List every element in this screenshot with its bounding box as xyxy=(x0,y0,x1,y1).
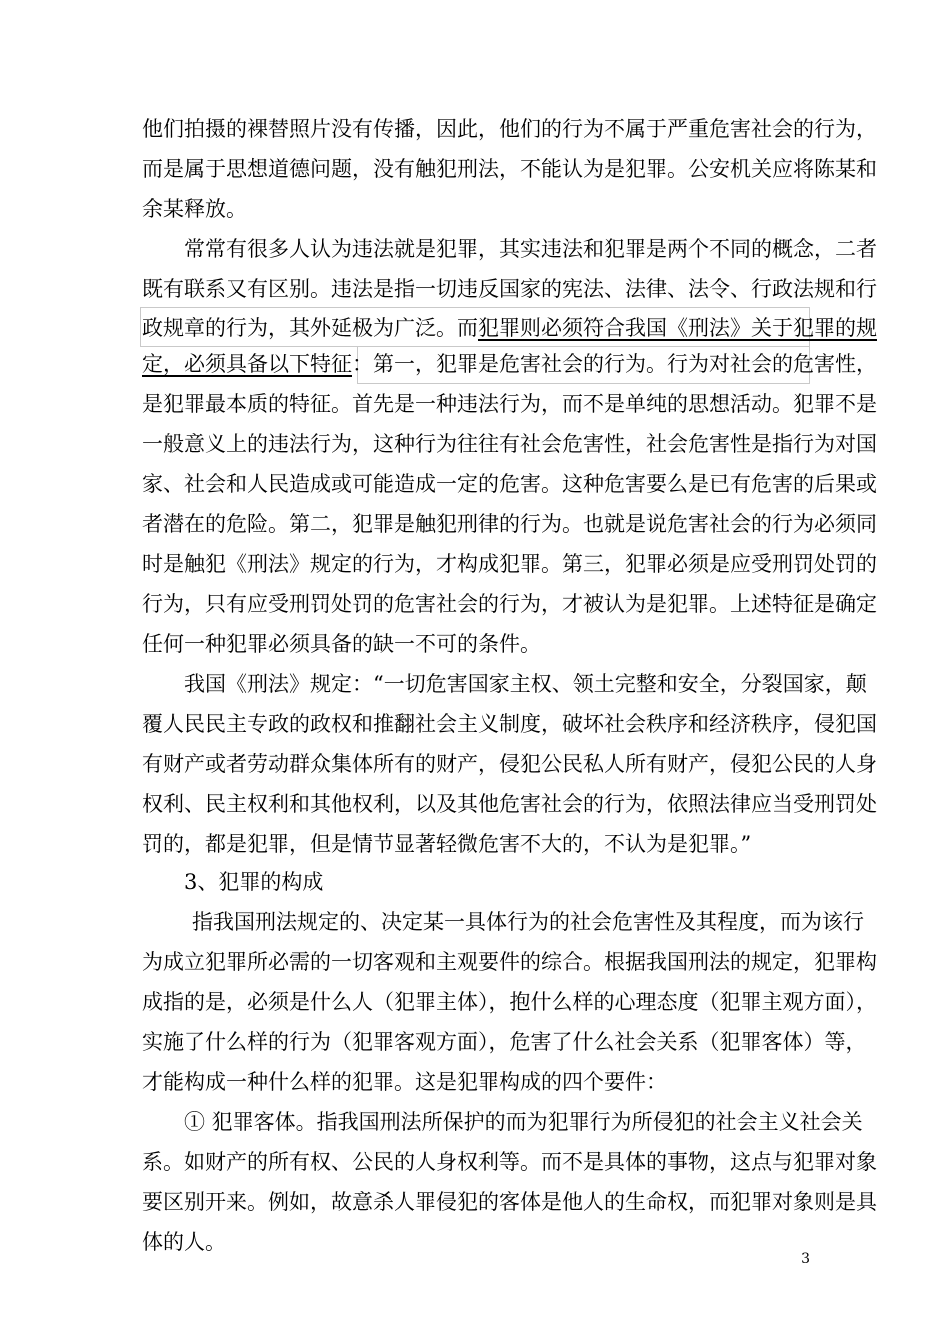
text-line: 体的人。 xyxy=(142,1230,226,1254)
text-line: 权利、民主权利和其他权利，以及其他危害社会的行为，依照法律应当受刑罚处 xyxy=(142,792,877,816)
text-line-with-underline xyxy=(142,310,877,346)
text-line: 覆人民民主专政的政权和推翻社会主义制度，破坏社会秩序和经济秩序，侵犯国 xyxy=(142,712,877,736)
underlined-text: 定，必须具备以下特征 xyxy=(142,352,352,376)
text-line: 时是触犯《刑法》规定的行为，才构成犯罪。第三，犯罪必须是应受刑罚处罚的 xyxy=(142,552,877,576)
paragraph-start-line: 我国《刑法》规定：“一切危害国家主权、领土完整和安全，分裂国家，颠 xyxy=(184,672,867,696)
text-line: 成指的是，必须是什么人（犯罪主体），抱什么样的心理态度（犯罪主观方面）， xyxy=(142,990,877,1014)
text-line: 者潜在的危险。第二，犯罪是触犯刑律的行为。也就是说危害社会的行为必须同 xyxy=(142,512,877,536)
text-line: 任何一种犯罪必须具备的缺一不可的条件。 xyxy=(142,632,541,656)
text-segment: ：第一，犯罪是危害社会的行为。行为对社会的危害性， xyxy=(352,352,877,376)
text-line: 他们拍摄的裸替照片没有传播，因此，他们的行为不属于严重危害社会的行为， xyxy=(142,117,877,141)
text-line: 罚的，都是犯罪，但是情节显著轻微危害不大的，不认为是犯罪。” xyxy=(142,832,752,856)
text-line: 家、社会和人民造成或可能造成一定的危害。这种危害要么是已有危害的后果或 xyxy=(142,472,877,496)
page-number: 3 xyxy=(801,1251,810,1267)
section-heading: 3、犯罪的构成 xyxy=(184,870,324,894)
paragraph-start-line: 指我国刑法规定的、决定某一具体行为的社会危害性及其程度，而为该行 xyxy=(192,910,864,934)
paragraph-start-line: 常常有很多人认为违法就是犯罪，其实违法和犯罪是两个不同的概念，二者 xyxy=(184,237,877,261)
text-line: 行为，只有应受刑罚处罚的危害社会的行为，才被认为是犯罪。上述特征是确定 xyxy=(142,592,877,616)
text-line: 余某释放。 xyxy=(142,197,247,221)
underlined-text: 犯罪则必须符合我国《刑法》关于犯罪的规 xyxy=(478,316,877,340)
text-line: 要区别开来。例如，故意杀人罪侵犯的客体是他人的生命权，而犯罪对象则是具 xyxy=(142,1190,877,1214)
text-line: 是犯罪最本质的特征。首先是一种违法行为，而不是单纯的思想活动。犯罪不是 xyxy=(142,392,877,416)
text-line: 既有联系又有区别。违法是指一切违反国家的宪法、法律、法令、行政法规和行 xyxy=(142,277,877,301)
text-line: 而是属于思想道德问题，没有触犯刑法，不能认为是犯罪。公安机关应将陈某和 xyxy=(142,157,877,181)
list-item-start-line: ① 犯罪客体。指我国刑法所保护的而为犯罪行为所侵犯的社会主义社会关 xyxy=(184,1110,863,1134)
text-line: 有财产或者劳动群众集体所有的财产，侵犯公民私人所有财产，侵犯公民的人身 xyxy=(142,752,877,776)
text-line: 一般意义上的违法行为，这种行为往往有社会危害性，社会危害性是指行为对国 xyxy=(142,432,877,456)
text-segment: 政规章的行为，其外延极为广泛。而 xyxy=(142,316,478,340)
text-line: 实施了什么样的行为（犯罪客观方面），危害了什么社会关系（犯罪客体）等， xyxy=(142,1030,867,1054)
text-line: 为成立犯罪所必需的一切客观和主观要件的综合。根据我国刑法的规定，犯罪构 xyxy=(142,950,877,974)
text-line-with-underline xyxy=(142,346,877,382)
text-line: 才能构成一种什么样的犯罪。这是犯罪构成的四个要件： xyxy=(142,1070,667,1094)
text-line: 系。如财产的所有权、公民的人身权利等。而不是具体的事物，这点与犯罪对象 xyxy=(142,1150,877,1174)
